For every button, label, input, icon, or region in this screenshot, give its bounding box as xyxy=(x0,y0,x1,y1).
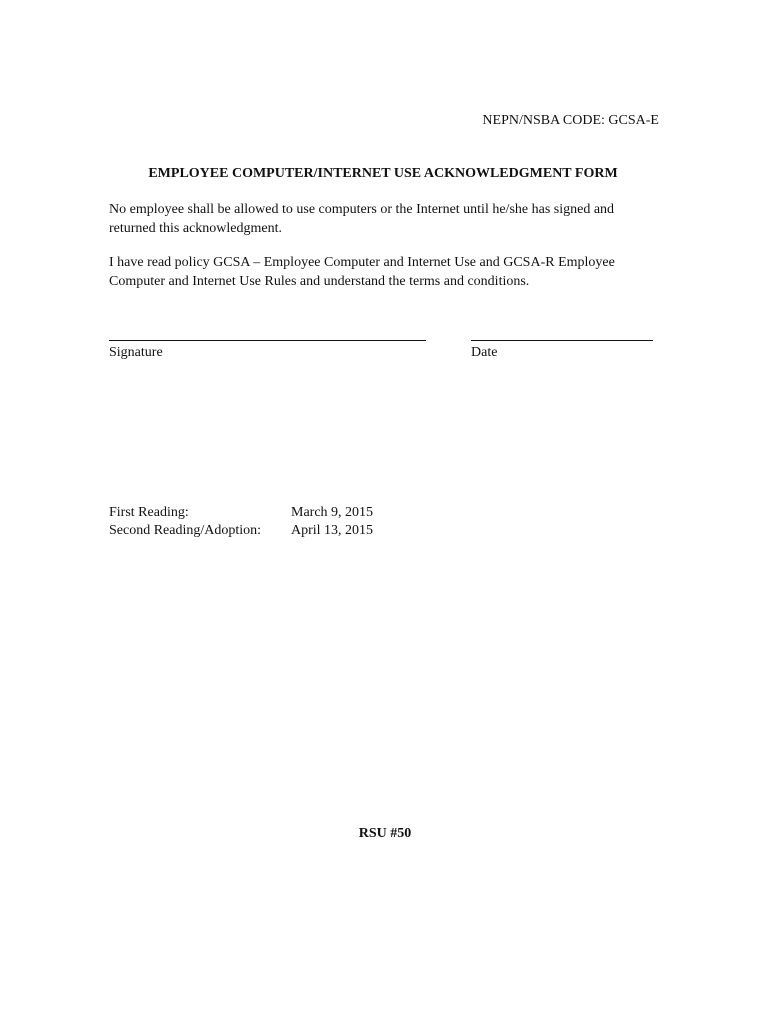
date-label: Date xyxy=(471,345,498,360)
signature-line xyxy=(109,340,426,341)
first-reading-label: First Reading: xyxy=(109,505,189,520)
first-reading-row xyxy=(109,505,373,521)
second-reading-label: Second Reading/Adoption: xyxy=(109,523,262,538)
policy-code: NEPN/NSBA CODE: GCSA-E xyxy=(482,113,659,128)
second-reading-row xyxy=(109,523,373,539)
date-line xyxy=(471,340,653,341)
signature-label: Signature xyxy=(109,345,163,360)
second-reading-date: April 13, 2015 xyxy=(291,523,374,538)
first-reading-date: March 9, 2015 xyxy=(291,505,374,520)
paragraph-requirement: No employee shall be allowed to use computers or the Internet until he/she has signed and returned this acknowledgment. xyxy=(109,202,615,236)
form-title: EMPLOYEE COMPUTER/INTERNET USE ACKNOWLEDGMENT FORM xyxy=(148,166,618,181)
paragraph-acknowledgment: I have read policy GCSA – Employee Computer and Internet Use and GCSA-R Employee Computer and Internet Use Rules and understand the terms and conditions. xyxy=(109,255,615,289)
district-footer: RSU #50 xyxy=(358,826,412,841)
